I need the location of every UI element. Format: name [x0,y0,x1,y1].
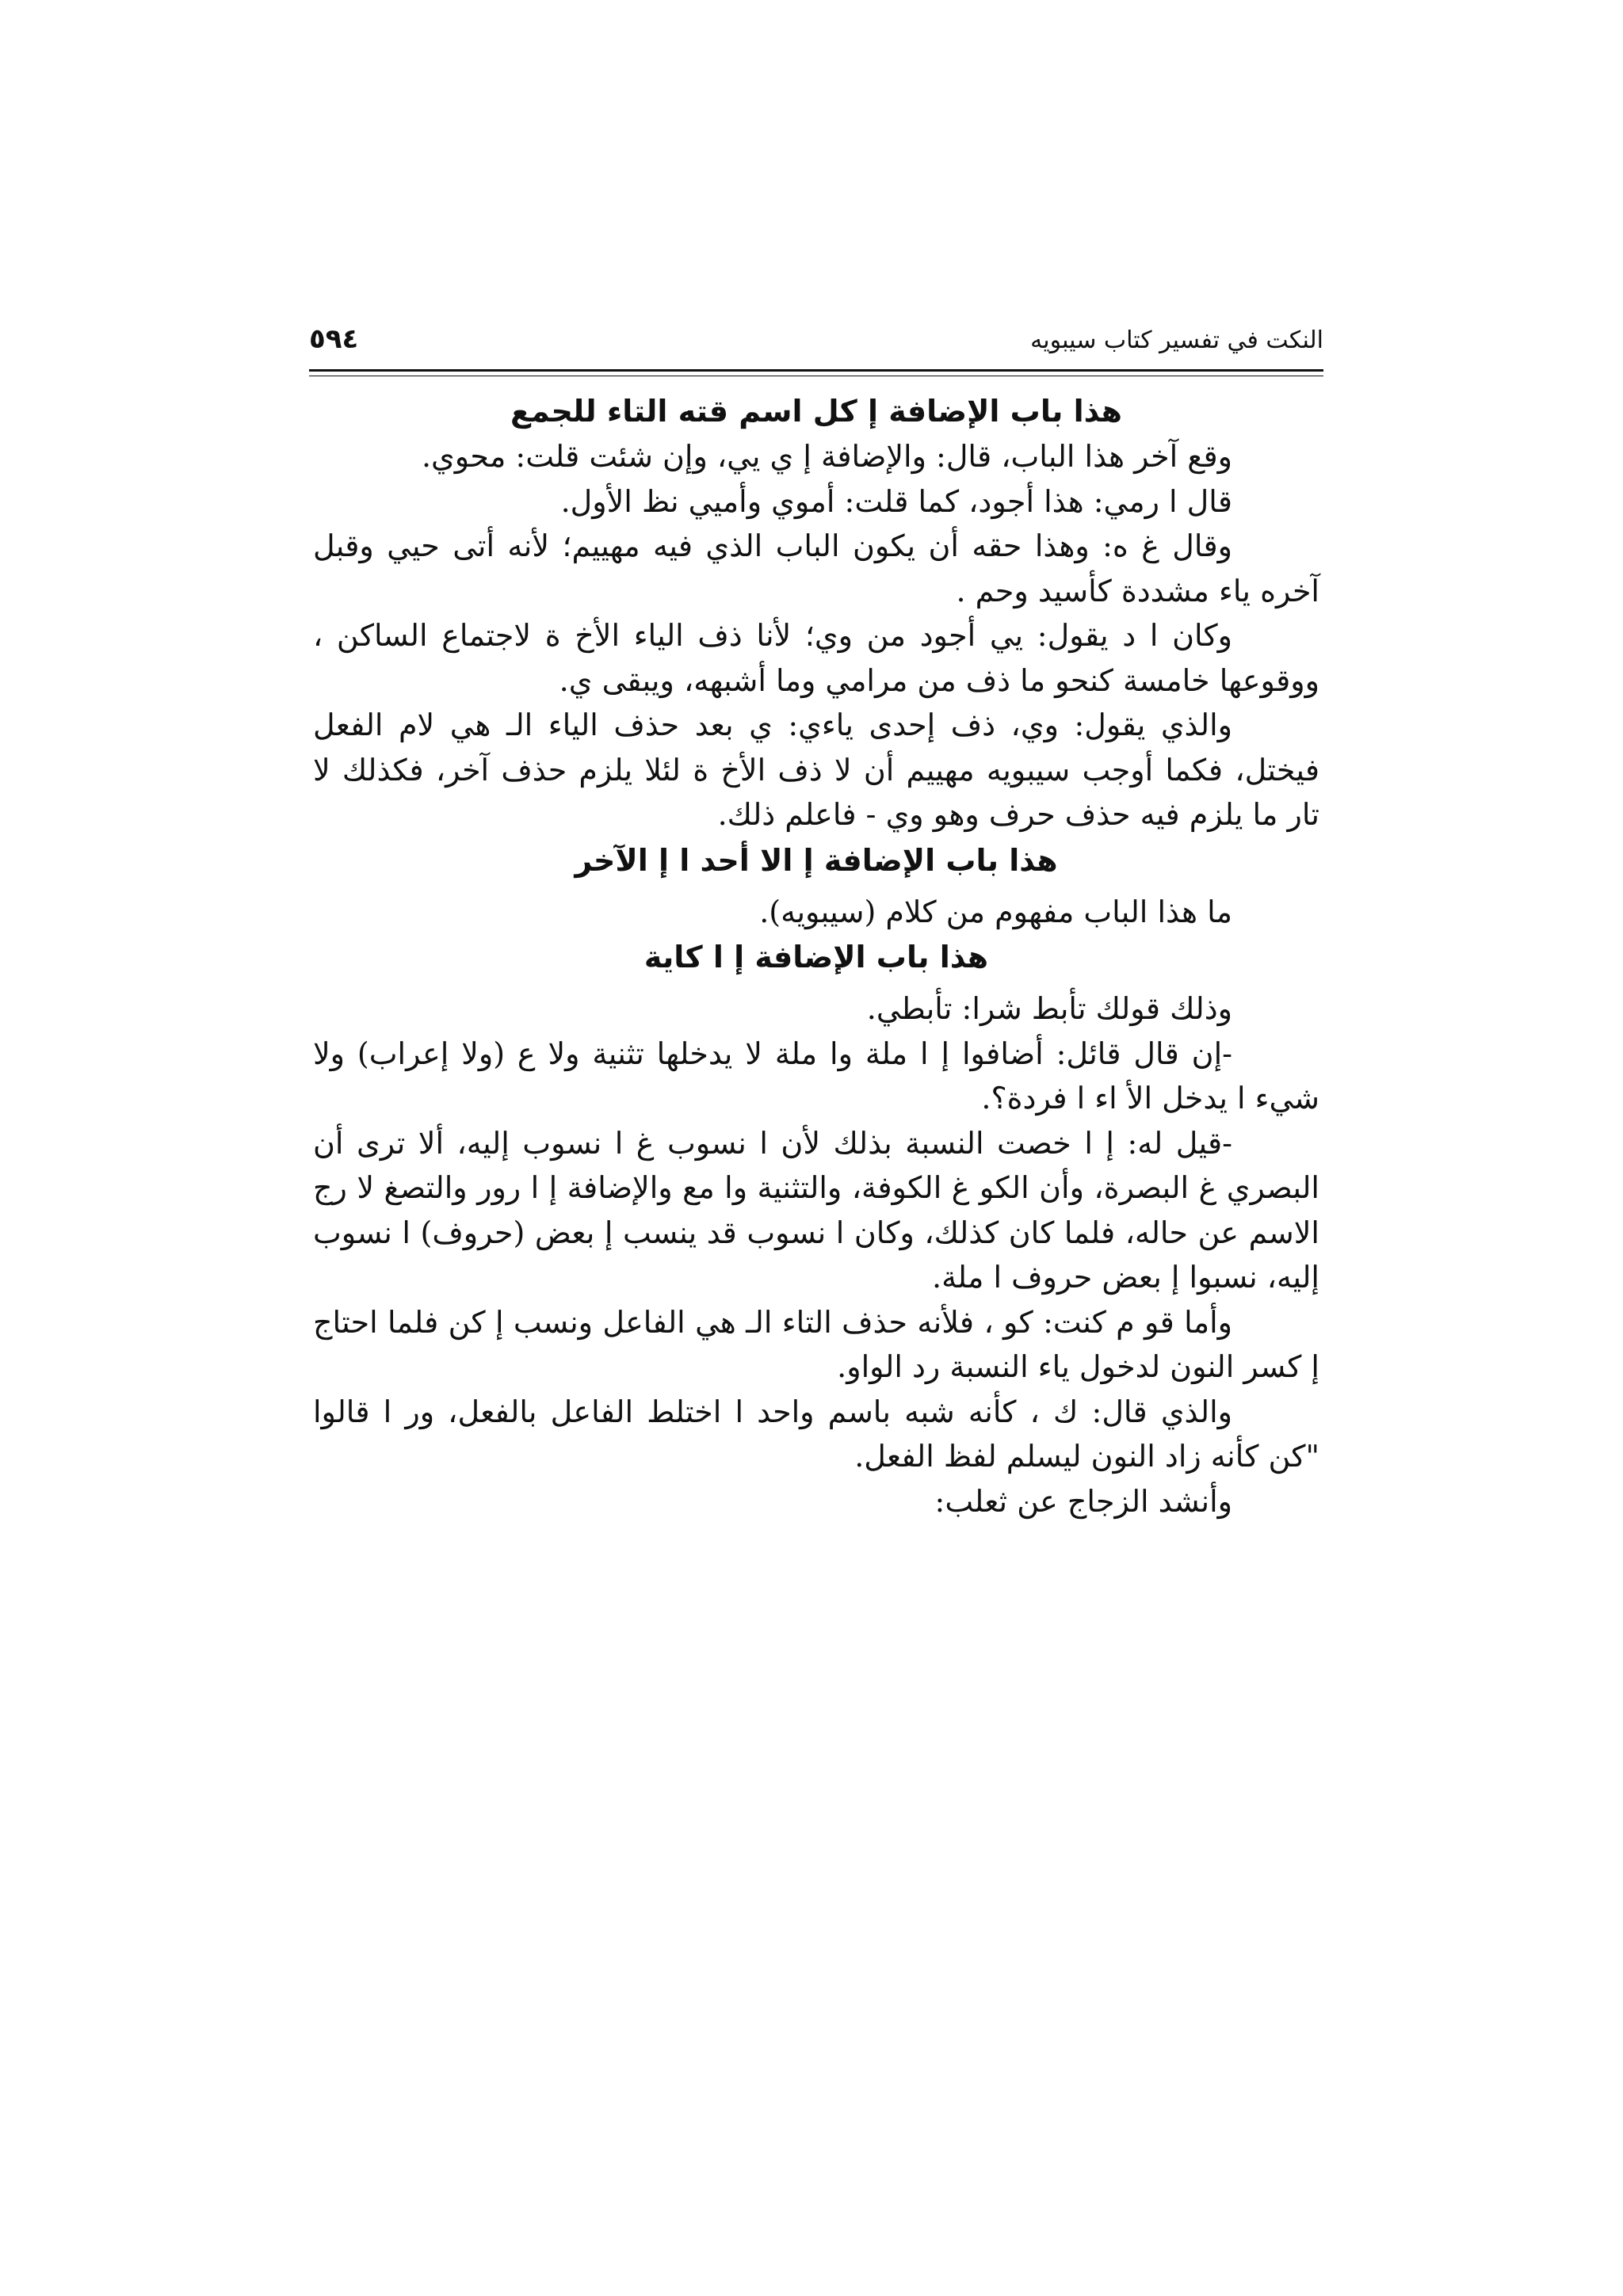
paragraph: والذي قال: ك ، كأنه شبه باسم واحد ا اختلط الفاعل بالفعل، ور ا قالوا "كن كأنه زاد النون ليسلم لفظ الفعل. [313,1394,1319,1474]
paragraph: وذلك قولك تأبط شرا: تأبطي. [866,991,1232,1026]
page-body [313,388,1319,1524]
page-number: ٥٩٤ [309,323,359,355]
header-title: النكت في تفسير كتاب سيبويه [1030,326,1323,354]
running-header [309,317,1323,364]
section-heading: هذا باب الإضافة إ ا كاية [643,940,989,974]
paragraph: وكان ا د يقول: يي أجود من وي؛ لأنا ذف الياء الأخ ة لاجتماع الساكن ، ووقوعها خامسة كنحو ما ذف من مرامي وما أشبهه، ويبقى ي. [313,618,1319,698]
paragraph: والذي يقول: وي، ذف إحدى ياءي: ي بعد حذف الياء الـ هي لام الفعل فيختل، فكما أوجب سيبويه مهييم أن لا ذف الأخ ة لئلا يلزم حذف آخر، فكذلك لا تار ما يلزم فيه حذف حرف وهو وي - فاعلم ذلك. [313,707,1319,832]
spacer [313,980,1319,986]
paragraph: وأنشد الزجاج عن ثعلب: [934,1483,1232,1519]
section-heading: هذا باب الإضافة إ كل اسم قته التاء للجمع [510,394,1122,429]
paragraph: قال ا رمي: هذا أجود، كما قلت: أموي وأميي نظ الأول. [560,483,1232,519]
paragraph: وقع آخر هذا الباب، قال: والإضافة إ ي يي، وإن شئت قلت: محوي. [421,439,1232,474]
paragraph: -إن قال قائل: أضافوا إ ا ملة وا ملة لا يدخلها تثنية ولا ع (ولا إعراب) ولا شيء ا يدخل الأ اء ا فردة؟. [313,1035,1319,1116]
paragraph: ما هذا الباب مفهوم من كلام (سيبويه). [759,894,1232,929]
paragraph: وأما قو م كنت: كو ، فلأنه حذف التاء الـ هي الفاعل ونسب إ كن فلما احتاج إ كسر النون لدخول ياء النسبة رد الواو. [313,1304,1319,1384]
paragraph: وقال غ ه: وهذا حقه أن يكون الباب الذي فيه مهييم؛ لأنه أتى حيي وقبل آخره ياء مشددة كأسيد وحم . [313,528,1319,608]
section-heading: هذا باب الإضافة إ الا أحد ا إ الآخر [575,842,1058,878]
header-rule [309,369,1323,372]
paragraph: -قيل له: إ ا خصت النسبة بذلك لأن ا نسوب غ ا نسوب إليه، ألا ترى أن البصري غ البصرة، وأن الكو غ الكوفة، والتثنية وا مع والإضافة إ ا رور والتصغ لا رج الاسم عن حاله، فلما كان كذلك، وكان ا نسوب قد ينسب إ بعض (حروف) ا نسوب إليه، نسبوا إ بعض حروف ا ملة. [313,1125,1319,1295]
spacer [313,883,1319,890]
